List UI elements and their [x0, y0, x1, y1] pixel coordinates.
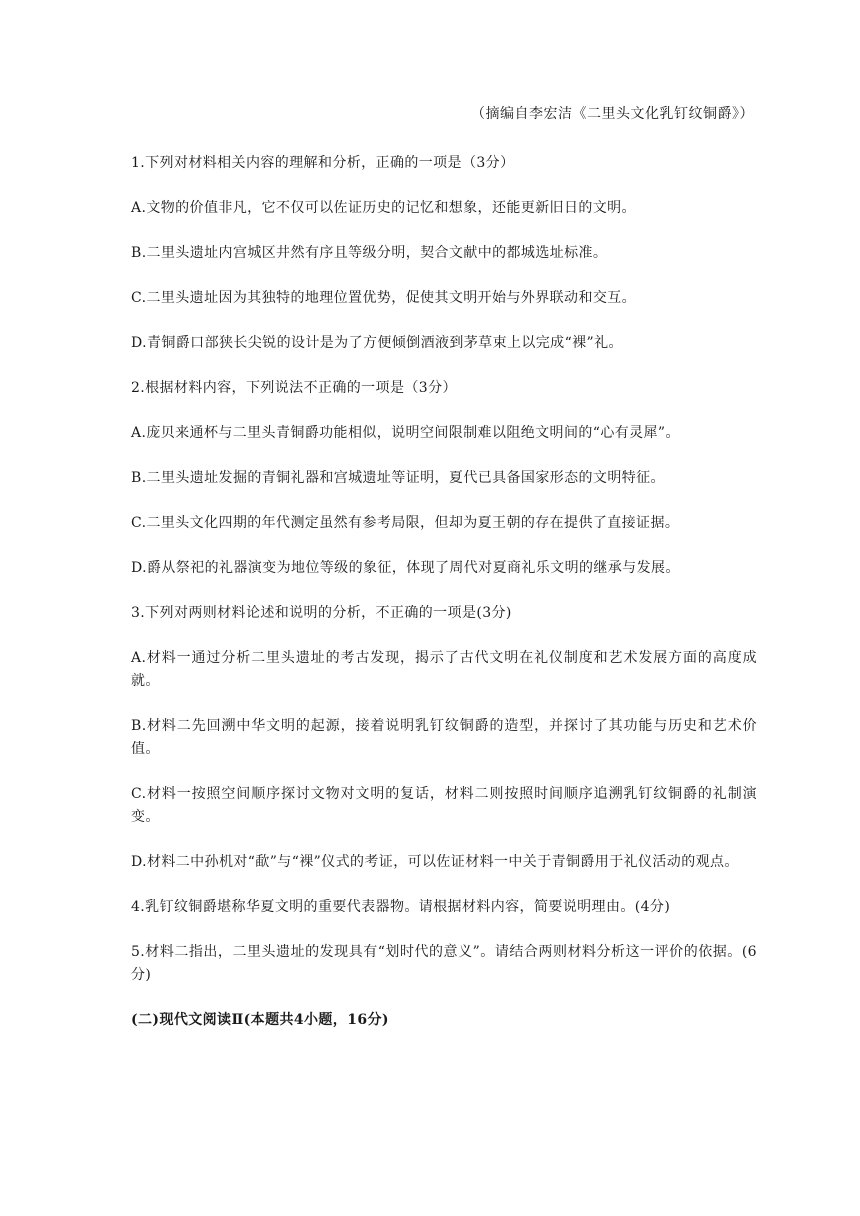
question-4-stem: 4.乳钉纹铜爵堪称华夏文明的重要代表器物。请根据材料内容，简要说明理由。(4分): [131, 899, 671, 915]
question-3-option-a: A.材料一通过分析二里头遗址的考古发现，揭示了古代文明在礼仪制度和艺术发展方面的高度成就。: [131, 650, 757, 689]
question-3-option-c: C.材料一按照空间顺序探讨文物对文明的复话，材料二则按照时间顺序追溯乳钉纹铜爵的礼制演变。: [131, 786, 757, 825]
question-1-option-a: A.文物的价值非凡，它不仅可以佐证历史的记忆和想象，还能更新旧日的文明。: [131, 200, 636, 216]
source-citation: （摘编自李宏洁《二里头文化乳钉纹铜爵》）: [471, 106, 754, 122]
question-list: [131, 152, 757, 1054]
question-1-option-c: C.二里头遗址因为其独特的地理位置优势，促使其文明开始与外界联动和交互。: [131, 290, 637, 306]
question-3-option-b: B.材料二先回溯中华文明的起源，接着说明乳钉纹铜爵的造型，并探讨了其功能与历史和艺术价值。: [131, 718, 757, 757]
question-3-stem: 3.下列对两则材料论述和说明的分析，不正确的一项是(3分): [131, 605, 512, 621]
question-1-option-d: D.青铜爵口部狭长尖锐的设计是为了方便倾倒酒液到茅草束上以完成“裸”礼。: [131, 335, 623, 351]
question-5-stem: 5.材料二指出，二里头遗址的发现具有“划时代的意义”。请结合两则材料分析这一评价的依据。(6分): [131, 944, 757, 983]
question-2-option-a: A.庞贝来通杯与二里头青铜爵功能相似，说明空间限制难以阻绝文明间的“心有灵犀”。: [131, 425, 680, 441]
question-2-option-c: C.二里头文化四期的年代测定虽然有参考局限，但却为夏王朝的存在提供了直接证据。: [131, 515, 680, 531]
question-2-option-b: B.二里头遗址发掘的青铜礼器和宫城遗址等证明，夏代已具备国家形态的文明特征。: [131, 470, 665, 486]
question-2-stem: 2.根据材料内容，下列说法不正确的一项是（3分）: [131, 380, 457, 396]
question-3-option-d: D.材料二中孙机对“歃”与“裸”仪式的考证，可以佐证材料一中关于青铜爵用于礼仪活动的观点。: [131, 854, 739, 870]
question-1-option-b: B.二里头遗址内宫城区井然有序且等级分明，契合文献中的都城选址标准。: [131, 245, 608, 261]
section-title: (二)现代文阅读Ⅱ(本题共4小题，16分): [131, 1012, 389, 1028]
question-1-stem: 1.下列对材料相关内容的理解和分析，正确的一项是（3分）: [131, 155, 515, 171]
question-2-option-d: D.爵从祭祀的礼器演变为地位等级的象征，体现了周代对夏商礼乐文明的继承与发展。: [131, 560, 680, 576]
